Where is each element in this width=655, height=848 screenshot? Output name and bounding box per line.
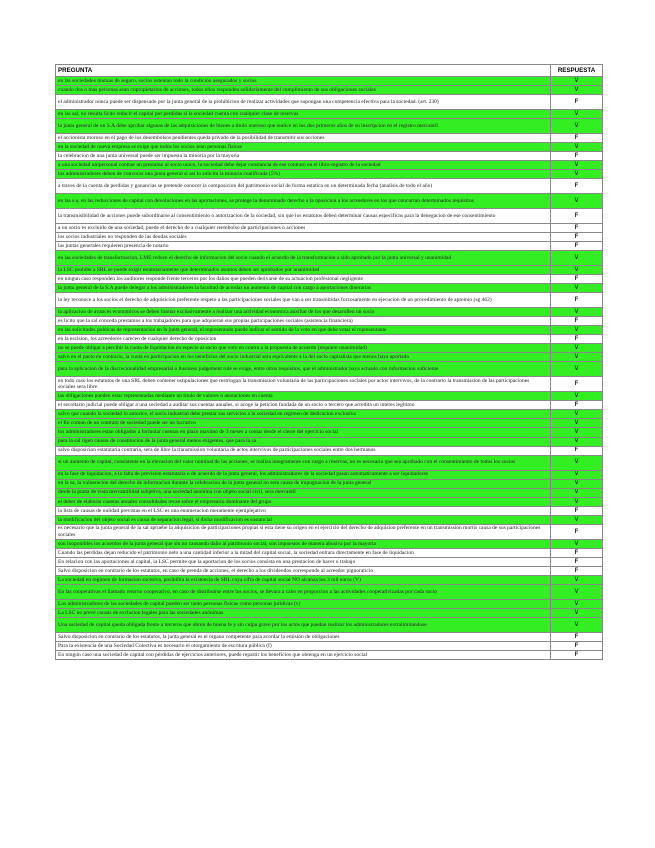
table-row (56, 344, 603, 353)
answer-cell: V (551, 86, 603, 95)
table-row (56, 208, 603, 223)
qa-table (55, 64, 603, 660)
answer-cell: F (551, 401, 603, 410)
answer-cell: F (551, 642, 603, 651)
answer-cell: V (551, 488, 603, 497)
answer-cell: F (551, 293, 603, 308)
answer-cell: V (551, 497, 603, 506)
question-cell: En relacion con las aportaciones al capital, la LSC permite que la aportacion de los socios consista en una prestacion de hacer o trabajo (56, 558, 551, 567)
question-cell: las obligaciones pueden estar representadas mediante un titulo de valores o anotaciones en cuenta (56, 392, 551, 401)
question-cell: en ningun caso responden los auditores responde frente terceros por los daños que pueden derivarse de su actuacion profesional negligente (56, 274, 551, 283)
question-cell: en la fase de liquidacion, a la falta de prevision estatutaria o de acuerdo de la junta general, los administradores de la sociedad pasan automaticamente a ser liquidadores (56, 470, 551, 479)
question-cell: a una sociedad unipersonal contrae un prestamo al socio unico, la sociedad debe dejar constancia de ese contrato en el libro-registro de la sociedad (56, 161, 551, 170)
table-row (56, 539, 603, 548)
question-cell: Salvo disposicion en contrario de los estatutos, la junta general es el órgano competente para acordar la emisión de obligaciones (56, 633, 551, 642)
question-cell: en las sociedades mutuas de seguro, socios ostentan todo la condicion asegurados y socios (56, 77, 551, 86)
question-cell: la lista de causas de nulidad previstas en el LSC es una enumeracion meramente ejemplejativo (56, 506, 551, 515)
table-row (56, 170, 603, 179)
question-cell: salvo que cuando la sociedad lo autorice, el socio industrial debe prestar sus servicios a la sociedad en regimen de dedicacion exclusiva (56, 410, 551, 419)
table-row (56, 558, 603, 567)
question-cell: cuando dos o mas personas sean copropietarios de acciones, todos ellos responden solidariamente del cumplimiento de sus obligaciones sociales (56, 86, 551, 95)
header-question: PREGUNTA (56, 65, 551, 77)
table-row (56, 377, 603, 392)
table-row (56, 446, 603, 455)
answer-cell: V (551, 194, 603, 209)
answer-cell: V (551, 142, 603, 151)
answer-cell: V (551, 265, 603, 274)
table-row (56, 419, 603, 428)
table-row (56, 251, 603, 266)
table-row (56, 142, 603, 151)
table-row (56, 600, 603, 609)
table-row (56, 77, 603, 86)
question-cell: los socios industriales no responden de las deudas sociales (56, 232, 551, 241)
table-row (56, 265, 603, 274)
table-row (56, 284, 603, 293)
table-row (56, 515, 603, 524)
question-cell: Para la existencia de una Sociedad Colectiva es necesario el otorgamiento de escritura pública (f) (56, 642, 551, 651)
answer-cell: V (551, 585, 603, 600)
table-row (56, 488, 603, 497)
table-row (56, 335, 603, 344)
table-row (56, 633, 603, 642)
table-row (56, 293, 603, 308)
answer-cell: V (551, 609, 603, 618)
question-cell: a traves de la cuenta de perdidas y ganancias se pretende conocer la composicion del patrimonio social de forma estatica en un determinada fecha (analisis de todo el año) (56, 179, 551, 194)
question-cell: la celebracion de una junta universal puede ser impuesta la minoria por la mayoria (56, 152, 551, 161)
answer-cell: F (551, 208, 603, 223)
answer-cell: F (551, 241, 603, 250)
answer-cell: V (551, 161, 603, 170)
question-cell: Salvo disposicion en contrario de los estatutos, en caso de prenda de acciones, el derecho a los dividendos corresponde al acreedor pignoraticio (56, 567, 551, 576)
answer-cell: V (551, 170, 603, 179)
answer-cell: F (551, 377, 603, 392)
answer-cell: V (551, 479, 603, 488)
table-row (56, 525, 603, 540)
answer-cell: V (551, 576, 603, 585)
header-answer: RESPUESTA (551, 65, 603, 77)
question-cell: el secretario judicial puede obligar a una sociedad a auditar sus cuentas anuales, si acoge la peticion fundada de un socio o tercero que acredita un interes legitimo (56, 401, 551, 410)
answer-cell: F (551, 232, 603, 241)
question-cell: en las sociedades de transformacion, LME reduce el derecho de informacion del socio cuando el acuerdo de la transformacion a sido aprobado por la junta universal y unanimidad (56, 251, 551, 266)
table-row (56, 232, 603, 241)
question-cell: el administrador nunca puede ser dispensado por la junta general de la prohibicion de realizar actividades que supongan una competencia efectiva para la sociedad. (art. 230) (56, 95, 551, 110)
question-cell: las juntas generales requieren presencia de notario (56, 241, 551, 250)
table-row (56, 642, 603, 651)
table-row (56, 497, 603, 506)
question-cell: si un aumento de capital, consistente en la elevacion del valor nominal de las acciones, se realiza integramente con cargo a reservas, no es necesario que sea aprobado con el consentimiento de todos los socios (56, 455, 551, 470)
question-cell: no se puede obligar a percibir la cuota de liquidacion en especie al socio que voto en contra a la propuesta de acuerdo (requiere unanimidad) (56, 344, 551, 353)
answer-cell: V (551, 410, 603, 419)
answer-cell: V (551, 109, 603, 118)
table-row (56, 326, 603, 335)
answer-cell: F (551, 274, 603, 283)
answer-cell: F (551, 525, 603, 540)
answer-cell: V (551, 353, 603, 362)
answer-cell: V (551, 362, 603, 377)
answer-cell: F (551, 506, 603, 515)
question-cell: La LSC no prevé causas de exclusion legales para las sociedades anónimas (56, 609, 551, 618)
table-row (56, 152, 603, 161)
answer-cell: V (551, 455, 603, 470)
question-cell: en todo caso los estatutos de una SRL deben contener estipulaciones que restringan la transmission voluntaria de las participaciones sociales por actos intervivos, de la contrario la transmission de las participaciones sociales sera libre (56, 377, 551, 392)
question-cell: es necesario que la junta general de la sal apruebe la adquisicion de participaciones propias si esta tiene su origen en el ejercicio del derecho de adquision preferente en un transmission mortis causa de sus participaciones sociales (56, 525, 551, 540)
question-cell: la junta general de la S.A puede delegar a los administradores la facultad de acordar un aumento de capital con cargo a aportaciones dinerarias (56, 284, 551, 293)
table-row (56, 119, 603, 134)
question-cell: salvo disposicion estatutaria contraria, sera de libre la transmission voluntaria de actos intervivos de participaciones sociales entre dos hermanos (56, 446, 551, 455)
answer-cell: V (551, 326, 603, 335)
table-row (56, 479, 603, 488)
question-cell: en las sal, no resulta licito reducir el capital por perdidas si la sociedad cuenta con cualquier clase de reservas (56, 109, 551, 118)
table-row (56, 618, 603, 633)
table-row (56, 609, 603, 618)
answer-cell: V (551, 428, 603, 437)
question-cell: Cuando las perdidas dejan reducido el patrimonio neto a una cantidad inferior a la mitad del capital social, la sociedad entrara directamente en fase de liquidacion (56, 548, 551, 557)
table-row (56, 194, 603, 209)
question-cell: en las s.a, en las reducciones de capital con devoluciones en las aportaciones, se protege la denominado derecho a la oposicion a los acreedores en los que concurran determinados requisitos (56, 194, 551, 209)
table-row (56, 161, 603, 170)
table-row (56, 223, 603, 232)
question-cell: para la sal rigen causas de constitucion de la junta general menos exigentes, que para la sa (56, 437, 551, 446)
table-row (56, 392, 603, 401)
question-cell: salvo en el pacto en contrario, la cuota en participacion en los beneficios del socio industrial sera equivalente a la del socio capitalista que menos haya aportado (56, 353, 551, 362)
table-row (56, 437, 603, 446)
answer-cell: V (551, 344, 603, 353)
table-row (56, 651, 603, 660)
table-row (56, 410, 603, 419)
table-row (56, 362, 603, 377)
table-row (56, 274, 603, 283)
question-cell: en la escision, los acreedores carecen de cualquier derecho de oposicion (56, 335, 551, 344)
answer-cell: V (551, 437, 603, 446)
answer-cell: V (551, 251, 603, 266)
table-row (56, 470, 603, 479)
table-row (56, 353, 603, 362)
table-row (56, 548, 603, 557)
table-row (56, 576, 603, 585)
table-row (56, 316, 603, 325)
question-cell: para la aplicacion de la discrecionalidad empresarial o business judgement rule se exige, entre otros requisitos, que el administrador haya actuado con informacion suficiente (56, 362, 551, 377)
question-cell: el deber de elaborar cuentas anuales consolidades recae sobre el empresario dominante del grupo (56, 497, 551, 506)
question-cell: es licito que la sal conceda prestamos a los trabajadores para que adquieran sus propias participaciones sociales (asistencia financiera) (56, 316, 551, 325)
question-cell: la aplicacion de avances economicos se deben limitar exclusivamente a realizar una actividad economica auxiliar de los que desarollen un socio (56, 307, 551, 316)
question-cell: Una sociedad de capital queda obligada frente a terceros que obren de buena fe y sin culpa grave por los actos que puedan realizar los administradores extralimitandose (56, 618, 551, 633)
answer-cell: F (551, 316, 603, 325)
answer-cell: F (551, 179, 603, 194)
answer-cell: V (551, 618, 603, 633)
question-cell: la junta general de un S.A debe aprobar algunas de las adquisiciones de bienes a titulo oneroso que realice en los dos primeros años de su inscripcion en el registro mercantil (56, 119, 551, 134)
table-row (56, 179, 603, 194)
answer-cell: F (551, 548, 603, 557)
answer-cell: F (551, 223, 603, 232)
table-row (56, 585, 603, 600)
table-row (56, 428, 603, 437)
answer-cell: F (551, 558, 603, 567)
table-row (56, 133, 603, 142)
answer-cell: V (551, 600, 603, 609)
answer-cell: F (551, 651, 603, 660)
header-row (56, 65, 603, 77)
answer-cell: F (551, 95, 603, 110)
question-cell: son inoponibles los acuerdos de la junta general que sin no causando daño al patrimonio social, son impuestos de manera abusiva por la mayoria (56, 539, 551, 548)
question-cell: a un socio es excluido de una sociedad, puede el derecho de a cualquier reembolso de participaciones o acciones (56, 223, 551, 232)
question-cell: en la sociedad de nueva empresa se exige que todos los socios sean personas fisicas (56, 142, 551, 151)
answer-cell: V (551, 539, 603, 548)
answer-cell: V (551, 77, 603, 86)
table-row (56, 506, 603, 515)
question-cell: el accionista moroso en el pago de los desembolsos pendientes queda privado de la posibilidad de transmitir sus acciones (56, 133, 551, 142)
table-row (56, 307, 603, 316)
table-row (56, 455, 603, 470)
answer-cell: F (551, 633, 603, 642)
table-row (56, 109, 603, 118)
answer-cell: V (551, 392, 603, 401)
question-cell: la transmisibilidad de acciones puede subordinarse al consentimiento o autorizacion de la sociedad, sin que los estatutos deben determinar causas especificas para la denegacion de ese consentimiento (56, 208, 551, 223)
table-row (56, 401, 603, 410)
question-cell: en la sa, la vulneracion del derecho de informacion durante la celebracion de la junta general no sera causa de impugnacion de la junta general (56, 479, 551, 488)
answer-cell: F (551, 152, 603, 161)
answer-cell: V (551, 307, 603, 316)
answer-cell: F (551, 335, 603, 344)
question-cell: los administradores estan obligados a formular cuentas en plazo maximo de 3 meses a contar desde el cierre del ejercicio social (56, 428, 551, 437)
question-cell: la ley reconoce a los socios el derecho de adquisicion preferente respeto a las participaciones sociales que van a ser transmitidas forzosamente en ejecucion de un procedimiento de apremio (sg 462) (56, 293, 551, 308)
question-cell: la LSC prohibe a SRL se puede exigir estatutariamente que determinados asuntos deben ser aprobados por unanimidad (56, 265, 551, 274)
table-row (56, 95, 603, 110)
answer-cell: V (551, 515, 603, 524)
answer-cell: V (551, 470, 603, 479)
question-cell: En ningún caso una sociedad de capital con pérdidas de ejercicios anteriores, puede repartir los beneficios que obtenga en un ejercicio social (56, 651, 551, 660)
question-cell: desde la punta de vista mercantilidad subjetiva, una sociedad anonima con objeto social civil, sera mercantil (56, 488, 551, 497)
question-cell: Los administradores de las sociedades de capital pueden ser tanto personas fisicas como personas juridicas (v) (56, 600, 551, 609)
question-cell: el fin comun de un contrato de sociedad puede ser no lucrativo (56, 419, 551, 428)
question-cell: en las solicitudes publicas de representacion en la junta general, el representado puede indicar el sentido de la voto en que debe votar el representante (56, 326, 551, 335)
answer-cell: V (551, 284, 603, 293)
answer-cell: F (551, 567, 603, 576)
answer-cell: V (551, 419, 603, 428)
answer-cell: F (551, 446, 603, 455)
question-cell: La sociedad en regimen de formacion sucesiva, posibilita la existencia de SRL cuya cifra de capital social NO alcanza los 3 mil euros (V) (56, 576, 551, 585)
answer-cell: V (551, 119, 603, 134)
table-row (56, 567, 603, 576)
table-row (56, 241, 603, 250)
question-cell: la modificacion del objeto social es causa de separacion legal, si dicha modificacion es sustancial (56, 515, 551, 524)
question-cell: los administradores deben de convocar una junta general si asi lo solicita la minoria cualificada (5%) (56, 170, 551, 179)
question-cell: En las cooperativas el llamado retorno cooperativo, en caso de distribuirse entre los socios, se llevara a cabo en proporcion a las actividades cooperativizadas por cada socio (56, 585, 551, 600)
table-row (56, 86, 603, 95)
answer-cell: F (551, 133, 603, 142)
qa-body (56, 77, 603, 660)
